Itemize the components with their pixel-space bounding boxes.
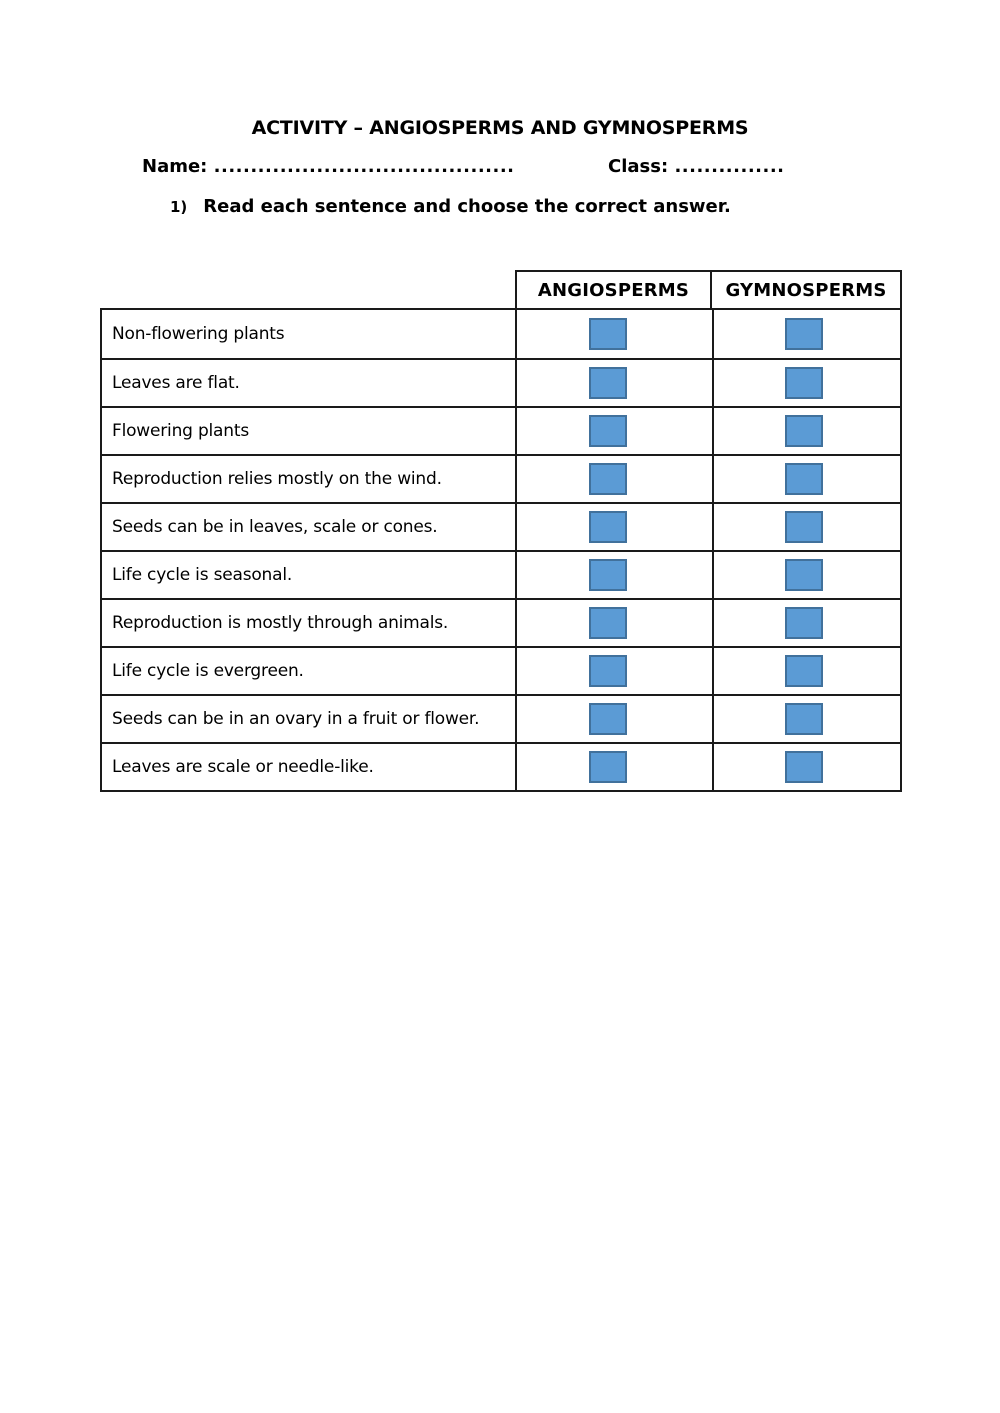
gymnosperms-checkbox[interactable] [785,607,823,639]
worksheet-table [100,270,902,792]
table-row [102,646,900,694]
table-row [102,502,900,550]
gymnosperms-checkbox[interactable] [785,751,823,783]
table-row [102,742,900,790]
row-statement: Flowering plants [112,421,249,441]
gymnosperms-checkbox[interactable] [785,367,823,399]
table-row [102,406,900,454]
table-row [102,310,900,358]
row-statement: Non-flowering plants [112,324,285,344]
angiosperms-checkbox[interactable] [589,511,627,543]
angiosperms-checkbox[interactable] [589,318,627,350]
class-label: Class: [608,156,669,177]
row-statement: Leaves are scale or needle-like. [112,757,374,777]
name-class-line [0,156,1000,180]
row-statement: Life cycle is evergreen. [112,661,304,681]
instruction-number: 1) [170,198,188,216]
table-header-gymnosperms: GYMNOSPERMS [712,270,902,308]
page-title: ACTIVITY – ANGIOSPERMS AND GYMNOSPERMS [251,117,749,139]
angiosperms-checkbox[interactable] [589,607,627,639]
row-statement: Reproduction is mostly through animals. [112,613,449,633]
angiosperms-checkbox[interactable] [589,367,627,399]
row-statement: Seeds can be in leaves, scale or cones. [112,517,438,537]
table-header-spacer [100,270,515,308]
row-statement: Leaves are flat. [112,373,240,393]
table-row [102,694,900,742]
table-body [100,308,902,792]
gymnosperms-checkbox[interactable] [785,415,823,447]
instruction-text: Read each sentence and choose the correct answer. [203,196,731,217]
class-field [608,156,785,177]
gymnosperms-checkbox[interactable] [785,511,823,543]
gymnosperms-checkbox[interactable] [785,655,823,687]
table-header-row [100,270,902,308]
gymnosperms-checkbox[interactable] [785,318,823,350]
angiosperms-checkbox[interactable] [589,751,627,783]
row-statement: Reproduction relies mostly on the wind. [112,469,442,489]
gymnosperms-checkbox[interactable] [785,463,823,495]
table-row [102,358,900,406]
angiosperms-checkbox[interactable] [589,463,627,495]
table-row [102,550,900,598]
name-label: Name: [142,156,208,177]
name-blank: ......................................... [213,156,515,177]
table-header-angiosperms: ANGIOSPERMS [515,270,712,308]
gymnosperms-checkbox[interactable] [785,559,823,591]
row-statement: Seeds can be in an ovary in a fruit or flower. [112,709,480,729]
name-field [142,156,515,177]
table-row [102,454,900,502]
angiosperms-checkbox[interactable] [589,703,627,735]
row-statement: Life cycle is seasonal. [112,565,293,585]
gymnosperms-checkbox[interactable] [785,703,823,735]
instruction-line [170,196,731,217]
angiosperms-checkbox[interactable] [589,559,627,591]
class-blank: ............... [674,156,785,177]
angiosperms-checkbox[interactable] [589,655,627,687]
table-row [102,598,900,646]
angiosperms-checkbox[interactable] [589,415,627,447]
